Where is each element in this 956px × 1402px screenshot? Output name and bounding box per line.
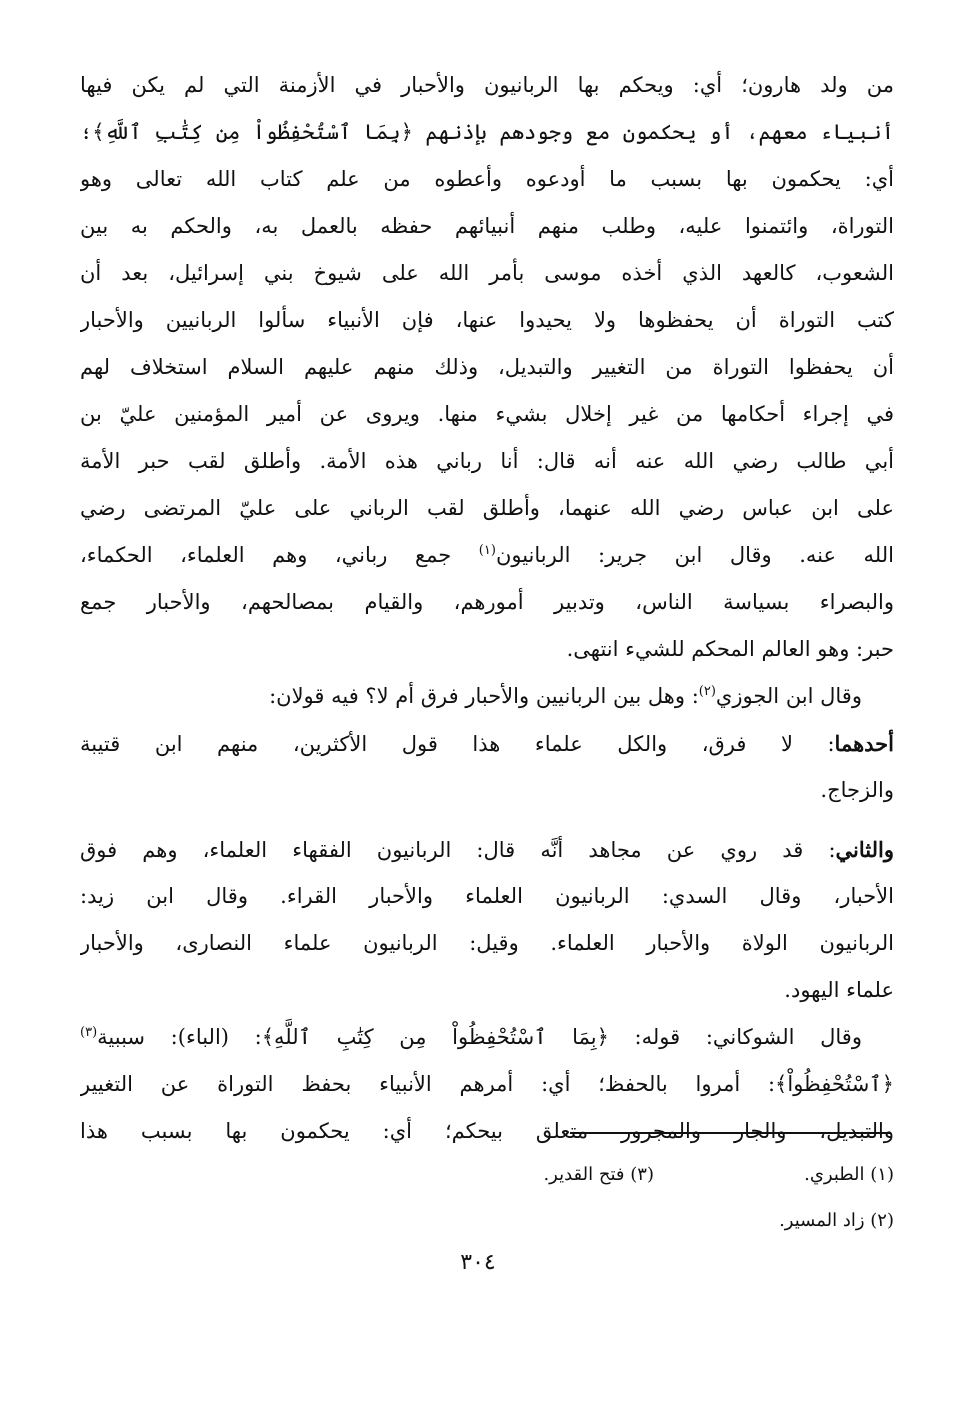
text-line <box>80 1014 894 1061</box>
footnote-mark-2: (٢) <box>698 684 716 699</box>
text-line <box>80 532 894 579</box>
text-line: والتبديل، والجار والمجرور متعلق بيحكم؛ أي: يحكمون بها بسبب هذا <box>80 1119 894 1143</box>
footnote-text: فتح القدير. <box>543 1164 625 1185</box>
text-segment: : وهل بين الربانيين والأحبار فرق أم لا؟ فيه قولان: <box>269 684 699 708</box>
text-segment: وقال الشوكاني: قوله: ﴿بِمَا ٱسْتُحْفِظُواْ مِن كِتَٰبِ ٱللَّهِ﴾: (الباء): سببية <box>97 1025 862 1049</box>
text-segment: وقال ابن الجوزي <box>715 684 862 708</box>
text-line: أن يحفظوا التوراة من التغيير والتبديل، وذلك منهم عليهم السلام استخلاف لهم <box>80 355 894 379</box>
text-line: التوراة، وائتمنوا عليه، وطلب منهم أنبيائهم حفظه بالعمل به، والحكم به بين <box>80 214 894 238</box>
footnote-2 <box>654 1198 894 1244</box>
first-opinion-label: أحدهما <box>834 731 894 756</box>
text-line: على ابن عباس رضي الله عنهما، وأطلق لقب الرباني على عليّ المرتضى رضي <box>80 496 894 520</box>
paragraph-gap <box>80 814 894 826</box>
page-number: ٣٠٤ <box>460 1250 496 1275</box>
footnote-row <box>80 1198 894 1244</box>
footnote-mark-3: (٣) <box>80 1025 98 1040</box>
text-line: والزجاج. <box>820 778 894 802</box>
text-segment: جمع رباني، وهم العلماء، الحكماء، <box>80 543 452 567</box>
footnote-3 <box>414 1152 654 1198</box>
text-line: أي: يحكمون بها بسبب ما أودعوه وأعطوه من علم كتاب الله تعالى وهو <box>80 167 894 191</box>
footnote-number: (٢) <box>870 1210 894 1231</box>
footnote-mark-1: (١) <box>478 543 496 558</box>
footnote-number: (٣) <box>630 1164 654 1185</box>
text-line: الربانيون الولاة والأحبار العلماء. وقيل: الربانيون علماء النصارى، والأحبار <box>80 931 894 955</box>
text-line: حبر: وهو العالم المحكم للشيء انتهى. <box>566 637 894 661</box>
text-line <box>80 673 894 720</box>
footnote-number: (١) <box>870 1164 894 1185</box>
text-line: الأحبار، وقال السدي: الربانيون العلماء والأحبار القراء. وقال ابن زيد: <box>80 884 894 908</box>
text-line <box>80 720 894 767</box>
text-line: الشعوب، كالعهد الذي أخذه موسى بأمر الله على شيوخ بني إسرائيل، بعد أن <box>80 261 894 285</box>
text-segment: : لا فرق، والكل علماء هذا قول الأكثرين، منهم ابن قتيبة <box>80 732 835 756</box>
footnote-text: الطبري. <box>804 1164 865 1185</box>
text-line: ﴿ٱسْتُحْفِظُواْ﴾: أمروا بالحفظ؛ أي: أمرهم الأنبياء بحفظ التوراة عن التغيير <box>80 1072 894 1096</box>
footnote-divider <box>570 1132 890 1134</box>
text-line: أبي طالب رضي الله عنه أنه قال: أنا رباني هذه الأمة. وأطلق لقب حبر الأمة <box>80 449 894 473</box>
text-line: علماء اليهود. <box>784 978 894 1002</box>
footnote-row <box>80 1152 894 1198</box>
text-line: أنبياء معهم، أو يحكمون مع وجودهم بإذنهم ﴿بِمَا ٱسْتُحْفِظُواْ مِن كِتَٰبِ ٱللَّهِ﴾؛ <box>80 120 894 144</box>
text-line: من ولد هارون؛ أي: ويحكم بها الربانيون والأحبار في الأزمنة التي لم يكن فيها <box>80 73 894 97</box>
main-text <box>80 62 894 1155</box>
footnotes <box>80 1152 894 1244</box>
text-line: والبصراء بسياسة الناس، وتدبير أمورهم، والقيام بمصالحهم، والأحبار جمع <box>80 590 894 614</box>
text-line: كتب التوراة أن يحفظوها ولا يحيدوا عنها، فإن الأنبياء سألوا الربانيين والأحبار <box>80 308 894 332</box>
footnote-text: زاد المسير. <box>779 1210 865 1231</box>
text-line <box>80 826 894 873</box>
text-line: في إجراء أحكامها من غير إخلال بشيء منها. ويروى عن أمير المؤمنين عليّ بن <box>80 402 894 426</box>
footnote-1 <box>654 1152 894 1198</box>
text-segment: الله عنه. وقال ابن جرير: الربانيون <box>495 543 894 567</box>
text-segment: : قد روي عن مجاهد أنَّه قال: الربانيون الفقهاء العلماء، وهم فوق <box>80 838 836 862</box>
second-opinion-label: والثاني <box>835 837 894 862</box>
